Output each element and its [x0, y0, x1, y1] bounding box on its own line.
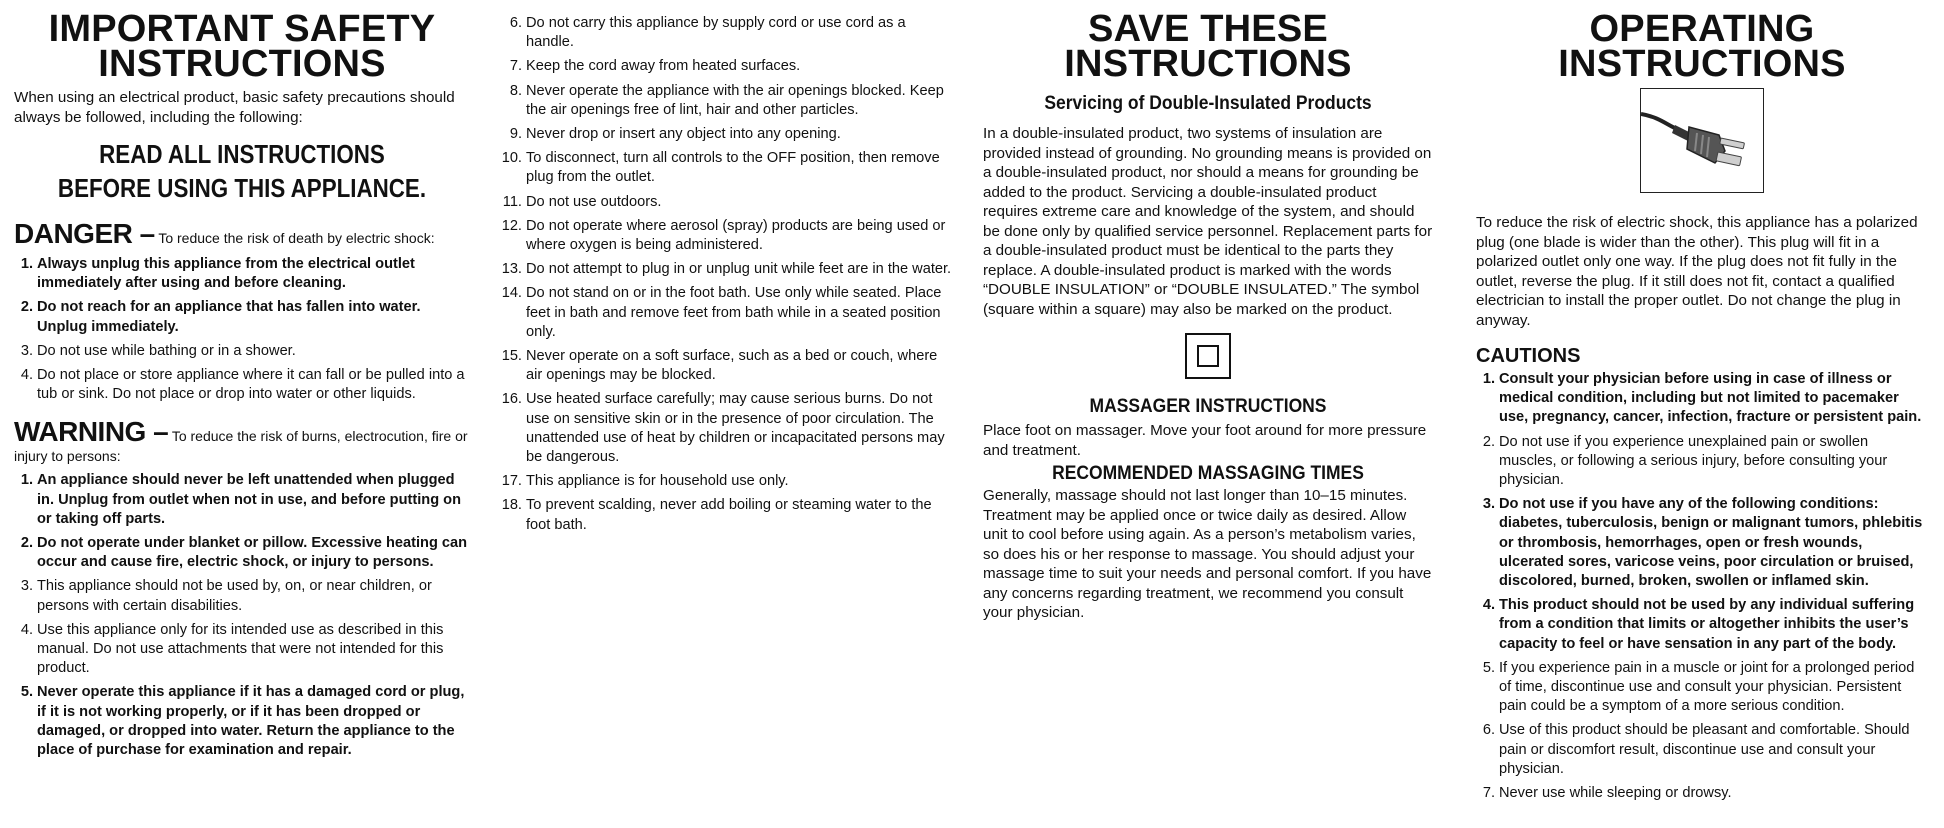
safety-item-number: 17.	[501, 473, 522, 490]
danger-item-number: 2.	[20, 299, 33, 316]
safety-item-number: 18.	[501, 497, 522, 514]
caution-item-number: 3.	[1482, 496, 1495, 513]
safety-item-number: 12.	[501, 217, 522, 234]
danger-item	[14, 342, 470, 361]
safety-item-number: 13.	[501, 261, 522, 278]
safety-column	[14, 10, 470, 765]
plug-illustration	[1641, 89, 1763, 192]
safety-item-number: 9.	[509, 126, 522, 143]
safety-item-number: 10.	[501, 150, 522, 167]
caution-item	[1476, 370, 1928, 428]
read-all-line2: BEFORE USING THIS APPLIANCE.	[57, 173, 427, 203]
safety-item-text: Do not operate where aerosol (spray) products are being used or where oxygen is being administered.	[526, 217, 946, 254]
safety-item	[498, 14, 954, 52]
safety-title	[14, 8, 470, 85]
safety-item-text: Never operate on a soft surface, such as a bed or couch, where air openings may be blocked.	[526, 348, 938, 384]
warning-item-number: 3.	[20, 578, 33, 595]
safety-item	[498, 149, 954, 187]
massager-title: MASSAGER INSTRUCTIONS	[1089, 396, 1327, 417]
safety-item	[498, 496, 954, 534]
warning-item-number: 5.	[20, 684, 33, 701]
safety-item-number: 8.	[509, 82, 522, 99]
safety-item	[498, 260, 954, 279]
caution-item-text: Do not use if you have any of the following conditions: diabetes, tuberculosis, benign or malignant tumors, phlebitis or thrombosis, hemorrhages, open or fresh wounds, ulcerated sores, varicose veins, poor circulation or bruised, discolored, burned, broken, swollen or inflamed skin.	[1499, 496, 1923, 590]
warning-item-number: 4.	[20, 621, 33, 638]
safety-title-line2: INSTRUCTIONS	[98, 43, 386, 85]
caution-item-number: 7.	[1482, 785, 1495, 802]
caution-item-number: 2.	[1482, 433, 1495, 450]
safety-item	[498, 217, 954, 255]
warning-item-number: 2.	[20, 535, 33, 552]
caution-item-number: 1.	[1482, 371, 1495, 387]
save-title-line1: SAVE THESE	[1088, 8, 1328, 50]
safety-item	[498, 82, 954, 120]
safety-item-text: To disconnect, turn all controls to the OFF position, then remove plug from the outlet.	[526, 150, 940, 186]
safety-item-number: 14.	[501, 285, 522, 302]
safety-item-text: Never operate the appliance with the air openings blocked. Keep the air openings free of lint, hair and other particles.	[526, 82, 944, 118]
caution-item-text: Never use while sleeping or drowsy.	[1499, 785, 1732, 802]
safety-item	[498, 472, 954, 491]
danger-list	[14, 255, 470, 404]
caution-item	[1476, 495, 1928, 591]
safety-item-text: Do not attempt to plug in or unplug unit while feet are in the water.	[526, 261, 952, 278]
caution-item	[1476, 659, 1928, 717]
operating-column	[1476, 10, 1928, 808]
operating-title-line2: INSTRUCTIONS	[1558, 43, 1846, 85]
danger-item-text: Do not reach for an appliance that has fallen into water. Unplug immediately.	[37, 299, 421, 335]
safety-item-number: 7.	[509, 58, 522, 75]
danger-item-text: Do not place or store appliance where it can fall or be pulled into a tub or sink. Do not place or drop into water or other liquids.	[37, 367, 465, 403]
massager-text: Place foot on massager. Move your foot around for more pressure and treatment.	[983, 422, 1427, 459]
safety-item-number: 11.	[502, 193, 522, 210]
save-title	[983, 8, 1433, 85]
safety-item-text: Do not stand on or in the foot bath. Use only while seated. Place feet in bath and remove feet from bath while in a seated position only.	[526, 285, 942, 340]
caution-item-text: Use of this product should be pleasant and comfortable. Should pain or discomfort result, discontinue use and consult your physician.	[1499, 722, 1910, 777]
caution-item-number: 6.	[1482, 722, 1495, 739]
warning-item	[14, 683, 470, 760]
danger-item-text: Always unplug this appliance from the electrical outlet immediately after using and before cleaning.	[37, 256, 415, 292]
caution-item-text: This product should not be used by any individual suffering from a condition that limits or altogether inhibits the user’s capacity to feel or have sensation in any part of the body.	[1499, 597, 1915, 652]
safety-item-text: Do not use outdoors.	[526, 193, 662, 210]
plug-text: To reduce the risk of electric shock, this appliance has a polarized plug (one blade is wider than the other). This plug will fit in a polarized outlet only one way. If the plug does not fit fully in the outlet, reverse the plug. If it still does not fit, contact a qualified electrician to install the proper outlet. Do not change the plug in anyway.	[1476, 214, 1918, 329]
warning-item	[14, 621, 470, 679]
safety-continued-list	[498, 14, 954, 535]
safety-item	[498, 125, 954, 144]
double-insulation-square-icon	[1185, 333, 1231, 379]
warning-word: WARNING –	[14, 416, 169, 448]
safety-item-text: To prevent scalding, never add boiling or steaming water to the foot bath.	[526, 497, 932, 533]
safety-continued-column	[498, 10, 954, 540]
read-all-line1: READ ALL INSTRUCTIONS	[99, 139, 385, 169]
danger-item-number: 1.	[20, 256, 33, 272]
warning-item	[14, 534, 470, 572]
warning-item-text: This appliance should not be used by, on, or near children, or persons with certain disabilities.	[37, 578, 432, 614]
warning-item-text: Do not operate under blanket or pillow. Excessive heating can occur and cause fire, electric shock, or injury to persons.	[37, 535, 468, 571]
servicing-text: In a double-insulated product, two systems of insulation are provided instead of grounding. No grounding means is provided on a double-insulated product, nor should a means for grounding be added to the product. Servicing a double-insulated product requires extreme care and knowledge of the system, and should be done only by qualified service personnel. Replacement parts for a double-insulated product must be identical to the parts they replace. A double-insulated product is marked with the words “DOUBLE INSULATION” or “DOUBLE INSULATED.” The symbol (square within a square) may also be marked on the product.	[983, 125, 1433, 318]
caution-item-text: Do not use if you experience unexplained pain or swollen muscles, or following a serious injury, before consulting your physician.	[1499, 433, 1888, 489]
inner-square	[1197, 345, 1219, 367]
servicing-title: Servicing of Double-Insulated Products	[1044, 93, 1372, 114]
danger-item	[14, 298, 470, 336]
read-all-heading	[46, 137, 438, 205]
danger-item-number: 3.	[20, 342, 33, 359]
safety-item-text: Use heated surface carefully; may cause serious burns. Do not use on sensitive skin or in the presence of poor circulation. The unattended use of heat by children or incapacitated persons may be dangerous.	[526, 391, 945, 466]
safety-item-text: Keep the cord away from heated surfaces.	[526, 58, 801, 75]
warning-item-text: Never operate this appliance if it has a damaged cord or plug, if it is not working properly, or if it has been dropped or damaged, or dropped into water. Return the appliance to the place of purchase for examination and repair.	[37, 684, 465, 759]
danger-text: To reduce the risk of death by electric shock:	[158, 230, 435, 246]
safety-item-number: 16.	[501, 391, 522, 408]
safety-title-line1: IMPORTANT SAFETY	[48, 8, 436, 50]
safety-item-text: Do not carry this appliance by supply cord or use cord as a handle.	[526, 15, 906, 51]
safety-intro: When using an electrical product, basic safety precautions should always be followed, including the following:	[14, 89, 455, 126]
caution-item	[1476, 784, 1928, 803]
warning-item-text: Use this appliance only for its intended use as described in this manual. Do not use attachments that were not intended for this product.	[37, 621, 444, 677]
safety-item-number: 6.	[509, 15, 522, 31]
warning-list	[14, 471, 470, 760]
warning-text: To reduce the risk of burns, electrocution, fire or injury to persons:	[14, 428, 468, 465]
warning-heading	[14, 417, 470, 465]
safety-item	[498, 193, 954, 212]
operating-title-line1: OPERATING	[1589, 8, 1815, 50]
danger-item	[14, 255, 470, 293]
safety-item	[498, 284, 954, 342]
operating-title	[1476, 8, 1928, 85]
caution-item	[1476, 721, 1928, 779]
polarized-plug-icon	[1640, 88, 1764, 193]
save-column	[983, 10, 1433, 623]
danger-item	[14, 366, 470, 404]
safety-item-number: 15.	[501, 348, 522, 365]
caution-item-text: If you experience pain in a muscle or joint for a prolonged period of time, discontinue use and consult your physician. Persistent pain could be a symptom of a more serious condition.	[1499, 659, 1915, 715]
danger-item-text: Do not use while bathing or in a shower.	[37, 342, 296, 359]
safety-item	[498, 390, 954, 467]
warning-item	[14, 577, 470, 615]
save-title-line2: INSTRUCTIONS	[1064, 43, 1352, 85]
caution-item	[1476, 433, 1928, 491]
warning-item-text: An appliance should never be left unattended when plugged in. Unplug from outlet when not in use, and before putting on or taking off parts.	[37, 472, 461, 527]
safety-item-text: Never drop or insert any object into any opening.	[526, 126, 841, 143]
warning-item-number: 1.	[20, 472, 33, 489]
caution-item-text: Consult your physician before using in case of illness or medical condition, including but not limited to pacemaker use, pregnancy, cancer, infection, fracture or persistent pain.	[1499, 371, 1922, 426]
caution-item	[1476, 596, 1928, 654]
danger-heading	[14, 219, 470, 249]
safety-item-text: This appliance is for household use only.	[526, 473, 789, 490]
warning-item	[14, 471, 470, 529]
times-title: RECOMMENDED MASSAGING TIMES	[1052, 463, 1364, 484]
cautions-title: CAUTIONS	[1476, 345, 1581, 367]
caution-item-number: 4.	[1482, 597, 1495, 614]
danger-item-number: 4.	[20, 367, 33, 384]
caution-item-number: 5.	[1482, 659, 1495, 676]
times-text: Generally, massage should not last longer than 10–15 minutes. Treatment may be applied once or twice daily as desired. Allow unit to cool before using again. As a person’s metabolism varies, so does his or her response to massage. You should adjust your massage time to suit your needs and personal comfort. If you have any concerns regarding treatment, we recommend you consult your physician.	[983, 487, 1432, 621]
safety-item	[498, 347, 954, 385]
cautions-list	[1476, 370, 1928, 803]
safety-item	[498, 57, 954, 76]
danger-word: DANGER –	[14, 218, 155, 249]
